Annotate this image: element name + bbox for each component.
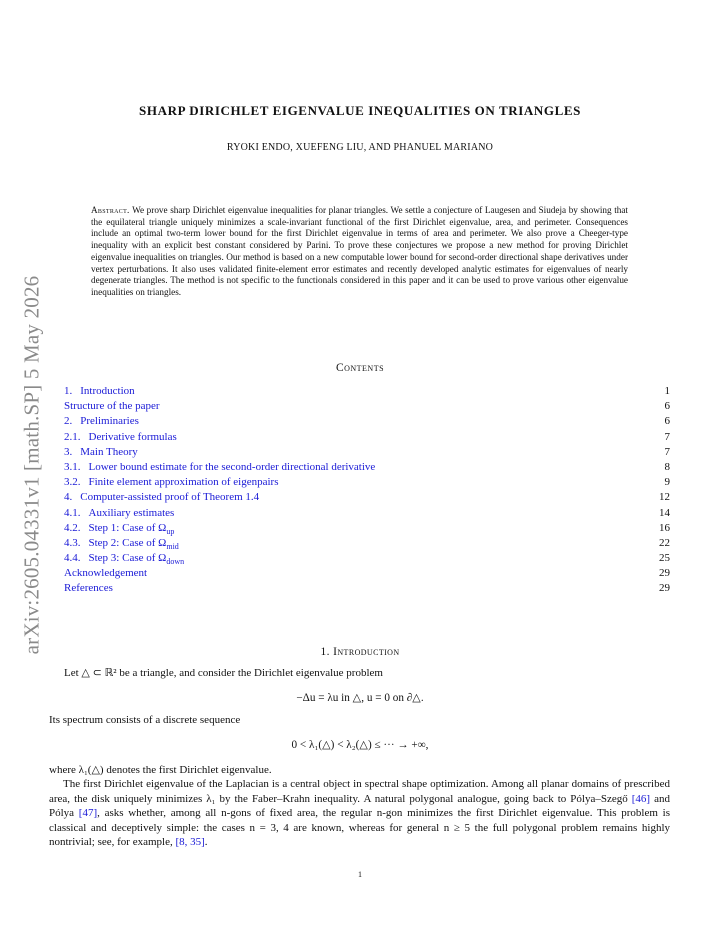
toc-link[interactable]: 4.3. Step 2: Case of $\Omega_{mid}$ bbox=[64, 536, 179, 552]
arxiv-stamp bbox=[14, 250, 50, 680]
abstract bbox=[91, 205, 628, 299]
toc-page-number: 6 bbox=[664, 400, 670, 413]
toc-link[interactable]: 1. Introduction bbox=[64, 385, 135, 397]
toc-entry[interactable] bbox=[64, 414, 670, 429]
toc-entry[interactable] bbox=[64, 566, 670, 581]
section-heading: 1. Introduction bbox=[320, 646, 400, 658]
toc-link[interactable]: 3.2. Finite element approximation of eigenpairs bbox=[64, 476, 279, 489]
page-number: 1 bbox=[358, 870, 362, 879]
toc-page-number: 22 bbox=[659, 536, 670, 549]
toc-page-number: 14 bbox=[659, 506, 670, 519]
intro-paragraph: The first Dirichlet eigenvalue of the Laplacian is a central object in spectral shape optimization. Among all planar domains of prescribed area, the disk uniquely minimizes λ₁ by the Faber–Krahn inequality. A natural polygonal analogue, going back to Pólya–Szegő [46] and Pólya [47], asks whether, among all n-gons of fixed area, the regular n-gon minimizes the first Dirichlet eigenvalue. This problem is classical and deceptively simple: the cases n = 3, 4 are known, whereas for general n ≥ 5 the full polygonal problem remains highly nontrivial; see, for example, [8, 35]. bbox=[49, 778, 670, 849]
toc-link[interactable]: 2.1. Derivative formulas bbox=[64, 430, 177, 443]
abstract-text: We prove sharp Dirichlet eigenvalue inequalities for planar triangles. We settle a conjecture of Laugesen and Siudeja by showing that the equilateral triangle uniquely minimizes a scale-invariant functional of the first Dirichlet eigenvalue, area, and perimeter. Consequences include an optimal two-term lower bound for the first Dirichlet eigenvalue in terms of area and perimeter. We also prove a Cheeger-type inequality with an explicit best constant considered by Parini. To prove these conjectures we propose a new method for proving Dirichlet eigenvalue inequalities on triangles. Our method is based on a new computable lower bound for second-order directional shape derivatives under vertex perturbations. It also uses validated finite-element error estimates and recently developed analytic estimates for eigenvalues of nearly degenerate triangles. The method is not specific to the functionals considered in this paper and it can be used to prove various other eigenvalue inequalities on triangles. bbox=[91, 205, 628, 297]
toc-entry[interactable] bbox=[64, 430, 670, 445]
toc-page-number: 29 bbox=[659, 567, 670, 580]
toc-entry[interactable] bbox=[64, 521, 670, 536]
table-of-contents bbox=[64, 384, 670, 597]
equation-spectrum: 0 < λ₁(△) < λ₂(△) ≤ ··· → +∞, bbox=[291, 739, 429, 751]
contents-heading: Contents bbox=[335, 362, 385, 374]
toc-link[interactable]: 2. Preliminaries bbox=[64, 415, 139, 428]
paper-title: SHARP DIRICHLET EIGENVALUE INEQUALITIES ON TRIANGLES bbox=[139, 103, 581, 118]
abstract-label: Abstract. bbox=[91, 205, 130, 215]
toc-link[interactable]: References bbox=[64, 582, 113, 595]
paper-authors: RYOKI ENDO, XUEFENG LIU, AND PHANUEL MARIANO bbox=[226, 142, 494, 153]
equation-eigenproblem: −Δu = λu in △, u = 0 on ∂△. bbox=[296, 692, 424, 704]
toc-page-number: 7 bbox=[664, 445, 670, 458]
toc-link[interactable]: Acknowledgement bbox=[64, 567, 148, 580]
citation-link[interactable]: [47] bbox=[78, 807, 98, 820]
toc-link[interactable]: 4.1. Auxiliary estimates bbox=[64, 506, 175, 519]
toc-page-number: 7 bbox=[664, 430, 670, 443]
arxiv-stamp-text: arXiv:2605.04331v1 [math.SP] 5 May 2026 bbox=[19, 275, 44, 655]
toc-entry[interactable] bbox=[64, 384, 670, 399]
toc-link[interactable]: 3.1. Lower bound estimate for the second-order directional derivative bbox=[64, 460, 376, 473]
toc-page-number: 9 bbox=[664, 476, 670, 489]
toc-entry[interactable] bbox=[64, 475, 670, 490]
toc-entry[interactable] bbox=[64, 399, 670, 414]
spectrum-line: Its spectrum consists of a discrete sequence bbox=[49, 714, 241, 726]
toc-page-number: 29 bbox=[659, 582, 670, 595]
toc-entry[interactable] bbox=[64, 460, 670, 475]
toc-page-number: 6 bbox=[664, 415, 670, 428]
intro-line: Let △ ⊂ ℝ² be a triangle, and consider the Dirichlet eigenvalue problem bbox=[64, 667, 383, 679]
toc-page-number: 12 bbox=[659, 491, 670, 504]
toc-link[interactable]: 4. Computer-assisted proof of Theorem 1.4 bbox=[64, 491, 260, 504]
toc-page-number: 16 bbox=[659, 521, 670, 534]
toc-entry[interactable] bbox=[64, 445, 670, 460]
toc-link[interactable]: Structure of the paper bbox=[64, 400, 160, 413]
citation-link[interactable]: [8, 35] bbox=[175, 836, 205, 849]
toc-entry[interactable] bbox=[64, 506, 670, 521]
citation-link[interactable]: [46] bbox=[631, 792, 651, 805]
toc-link[interactable]: 4.4. Step 3: Case of $\Omega_{down}$ bbox=[64, 552, 185, 567]
toc-link[interactable]: 4.2. Step 1: Case of $\Omega_{up}$ bbox=[64, 521, 175, 536]
toc-entry[interactable] bbox=[64, 536, 670, 551]
toc-entry[interactable] bbox=[64, 490, 670, 505]
toc-page-number: 25 bbox=[659, 552, 670, 565]
toc-link[interactable]: 3. Main Theory bbox=[64, 445, 138, 458]
where-line: where λ₁(△) denotes the first Dirichlet eigenvalue. bbox=[49, 764, 272, 776]
toc-entry[interactable] bbox=[64, 581, 670, 596]
toc-page-number: 1 bbox=[664, 385, 670, 397]
toc-page-number: 8 bbox=[664, 460, 670, 473]
toc-entry[interactable] bbox=[64, 551, 670, 566]
